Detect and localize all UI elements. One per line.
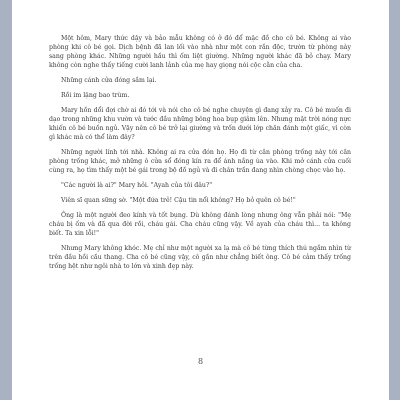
paragraph: Viên sĩ quan sững sờ. "Một đứa trẻ! Cậu tin nổi không? Họ bỏ quên cô bé!" (61, 197, 296, 204)
paragraph: Ông là một người đeo kính và tốt bụng. Dù không đánh lòng nhưng ông vẫn phải nói: "Mẹ cháu bị ốm và đã qua đời rồi, cháu gái. Cha cháu cũng vậy. Về ayah của cháu thì... ta không biết. Ta xin lỗi!" (49, 212, 351, 237)
paragraph: Những người lính tới nhà. Không ai ra cửa đón họ. Họ đi từ căn phòng trống này tới căn phòng trống khác, mở những ô cửa sổ đóng kín ra để ánh nắng ùa vào. Khi mở cánh cửa cuối cùng ra, họ tìm thấy một bé gái trong bộ đồ ngủ và đi chân trần đang nhìn chòng chọc vào họ. (49, 149, 351, 174)
paragraph: Mary hồn dổi đợi chờ ai đó tới và nói cho cô bé nghe chuyện gì đang xảy ra. Cô bé muốn đi dạo trong những khu vườn và tước đầu những bông hoa bụp giâm lên. Nhưng mặt trời nóng nực khiến cô bé buồn ngủ. Vậy nên cô bé trở lại giường và trốn dưới lớp chăn đánh một giấc, vì còn gì khác mà có thể làm đây? (49, 107, 351, 141)
page-number: 8 (197, 357, 204, 366)
book-page (12, 0, 389, 400)
paragraph: Rồi im lặng bao trùm. (61, 92, 130, 99)
paragraph: Một hôm, Mary thức dậy và bảo mẫu không có ở đó để mặc đồ cho cô bé. Không ai vào phòng khi cô bé gọi. Dịch bệnh đã lan lối vào nhà như một con rắn độc, trườn từ phòng này sang phòng khác. Những người hầu thì ốm liệt giường. Những người khác đã bỏ chạy. Mary không còn nghe thấy tiếng cười lanh lảnh của mẹ hay giọng nói cộc cằn của cha. (49, 35, 351, 69)
page-body (49, 34, 351, 277)
paragraph: Những cánh cửa đóng sầm lại. (61, 77, 157, 84)
paragraph: Nhưng Mary không khóc. Mẹ chỉ như một người xa lạ mà cô bé từng thích thú ngắm nhìn từ trên đầu hồi cầu thang. Cha cô bé cũng vậy, cô gần như chẳng biết ông. Cô bé cảm thấy trống trống hệt như ngôi nhà to lớn và xinh đẹp này. (49, 245, 351, 270)
paragraph: "Các người là ai?" Mary hỏi. "Ayah của tôi đâu?" (61, 182, 213, 189)
